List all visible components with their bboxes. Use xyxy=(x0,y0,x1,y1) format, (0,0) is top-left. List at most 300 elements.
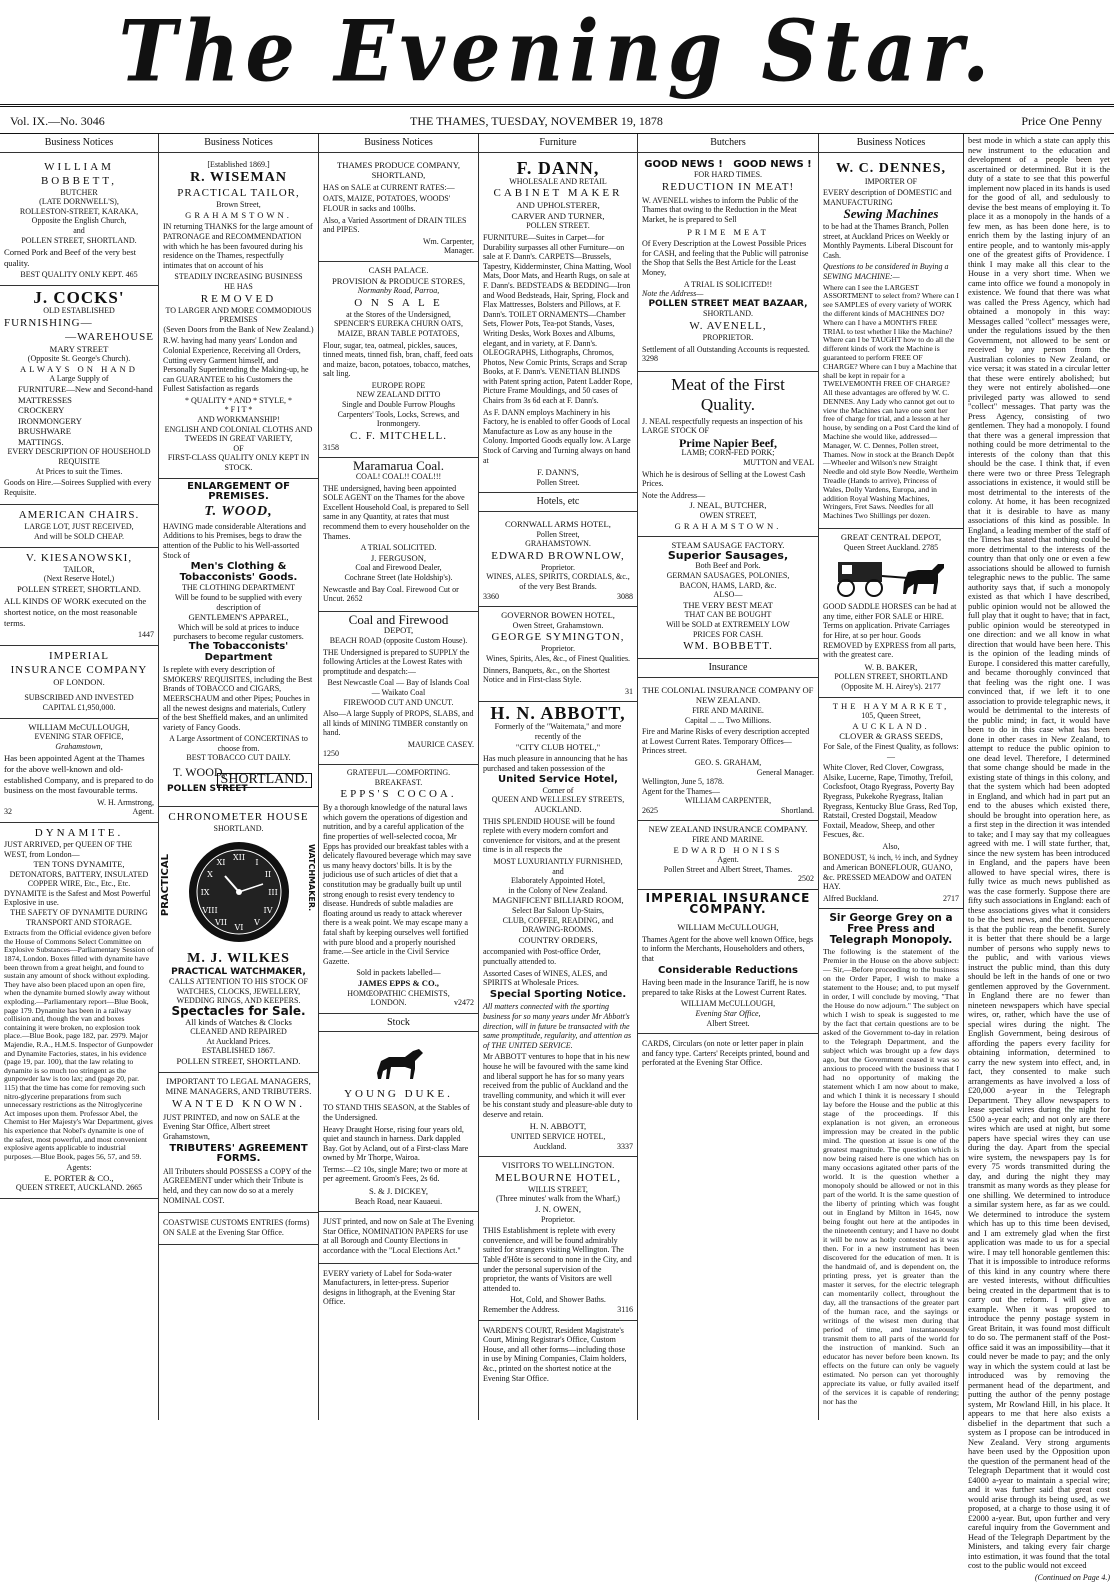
ad-name: THAMES PRODUCE COMPANY, SHORTLAND, xyxy=(323,160,474,181)
ad-number: 3337 xyxy=(617,1142,633,1152)
ad-name: THE COLONIAL INSURANCE COMPANY OF NEW ZEALAND. xyxy=(642,685,814,706)
ad-maramarua xyxy=(319,458,478,611)
ad-line: OF LONDON. xyxy=(4,677,154,688)
ad-name: IMPERIAL xyxy=(4,649,154,663)
ad-headline: Sewing Machines xyxy=(823,209,959,220)
ad-line: Prime Napier Beef, xyxy=(642,438,814,449)
ad-body: EVERY description of DOMESTIC and MANUFACTURING xyxy=(823,188,959,207)
ad-line: PROPRIETOR. xyxy=(642,333,814,343)
ad-number: 2717 xyxy=(943,894,959,904)
svg-text:IX: IX xyxy=(201,888,210,897)
ad-body: Settlement of all Outstanding Accounts is requested. xyxy=(642,345,810,354)
ad-number: v2472 xyxy=(454,998,474,1008)
ad-line: Coal and Firewood Dealer, xyxy=(323,563,474,573)
ad-line: TO LARGER AND MORE COMMODIOUS PREMISES xyxy=(163,306,314,325)
ad-signature: W. B. BAKER, xyxy=(823,662,959,673)
ad-line: AND WORKMANSHIP! xyxy=(163,415,314,425)
ad-number: 3088 xyxy=(617,592,633,602)
ad-line: Owen Street, Grahamstown. xyxy=(483,621,633,631)
section-header: Business Notices xyxy=(319,134,478,153)
ad-sausage-factory xyxy=(638,537,818,659)
ad-line: THAT CAN BE BOUGHT xyxy=(642,610,814,620)
ad-line: BEST QUALITY ONLY KEPT. xyxy=(20,270,123,279)
ad-headline: The Tobacconists' Department xyxy=(163,642,314,663)
article-headline: Sir George Grey on a Free Press and Telegraph Monopoly. xyxy=(823,913,959,945)
ad-line: J. N. OWEN, xyxy=(483,1204,633,1215)
ad-line: Shortland. xyxy=(781,806,814,816)
ad-number: 1447 xyxy=(4,630,154,640)
ad-coal-depot xyxy=(319,612,478,765)
ad-signature: WM. BOBBETT. xyxy=(642,639,814,653)
ad-legal-forms xyxy=(159,1073,318,1214)
ad-line: Sold in packets labelled— xyxy=(323,968,474,978)
ad-dynamite xyxy=(0,823,158,1199)
ad-name: EPPS'S COCOA. xyxy=(323,787,474,801)
ad-name: CHRONOMETER HOUSE xyxy=(163,810,314,824)
ad-body: White Clover, Red Clover, Cowgrass, Alsike, Lucerne, Rape, Timothy, Trefoil, Cocksfoot, Otago Ryegrass, Poverty Bay Ryegrass, Pukekohe Ryegrass, Italian Ryegrass, Kentucky Blue Grass, Red Top, Ratstail, Crested Dogstail, Meadow Foxtail, Meadow, Sheep, and other Fescues, &c. xyxy=(823,763,959,840)
ad-line: Agent. xyxy=(132,807,154,817)
ad-neal xyxy=(638,372,818,538)
section-header: Business Notices xyxy=(159,134,318,153)
ad-warden-forms xyxy=(479,1321,637,1391)
ad-body: Has been appointed Agent at the Thames for the above well-known and old-established Company, and is prepared to do business on the most favourable terms. xyxy=(4,753,154,795)
ad-line: COUNTRY ORDERS, xyxy=(483,935,633,946)
ad-line: INSURANCE COMPANY xyxy=(4,663,154,677)
ad-body: CARDS, Circulars (on note or letter paper in plain and fancy type. Carters' Receipts printed, bound and perforated at the Evening Star Office. xyxy=(642,1039,814,1068)
item-list xyxy=(4,384,154,448)
ad-body: Newcastle and Bay Coal. Firewood Cut or Uncut. xyxy=(323,585,459,604)
ad-nomination xyxy=(319,1212,478,1263)
ad-line: POLLEN STREET, SHORTLAND xyxy=(823,672,959,682)
ad-cash-palace xyxy=(319,262,478,459)
ad-young-duke xyxy=(319,1036,478,1212)
ad-line: At Prices to suit the Times. xyxy=(4,467,154,477)
ad-number: 3360 xyxy=(483,592,499,601)
ad-body: accompanied with Post-office Order, punctually attended to. xyxy=(483,947,633,966)
side-label: PRACTICAL xyxy=(161,854,172,916)
ad-line: STEADILY INCREASING BUSINESS xyxy=(163,272,314,282)
ad-signature: J. FERGUSON, xyxy=(323,553,474,564)
ad-governor-bowen xyxy=(479,607,637,702)
ad-line: (Three minutes' walk from the Wharf,) xyxy=(483,1194,633,1204)
ad-line: ENGLISH AND COLONIAL CLOTHS AND TWEEDS IN GREAT VARIETY, xyxy=(163,425,314,444)
ad-line: FIRE AND MARINE. xyxy=(642,706,814,716)
article-grey xyxy=(823,909,959,1406)
ad-name: H. N. ABBOTT, xyxy=(483,705,633,722)
ad-signature: E. PORTER & CO., xyxy=(4,1173,154,1184)
ad-name: IMPERIAL INSURANCE COMPANY. xyxy=(642,893,814,914)
ad-line: Queen Street Auckland. xyxy=(844,543,920,552)
ad-line: POLLEN STREET. xyxy=(483,221,633,231)
ad-line: MAGNIFICENT BILLIARD ROOM, xyxy=(483,895,633,906)
ad-line: CLEANED AND REPAIRED xyxy=(163,1027,314,1037)
ad-name: YOUNG DUKE. xyxy=(323,1087,474,1101)
ad-line: Cochrane Street (late Holdship's). xyxy=(323,573,474,583)
continued-notice: (Continued on Page 4.) xyxy=(968,1573,1110,1582)
ad-line: BEACH ROAD (opposite Custom House). xyxy=(323,636,474,646)
ad-line: 105, Queen Street, xyxy=(823,711,959,721)
ad-line: PRACTICAL WATCHMAKER, xyxy=(163,967,314,978)
ad-name: CASH PALACE. xyxy=(323,265,474,276)
ad-line: LONDON. xyxy=(371,998,407,1007)
ad-headline: Special Sporting Notice. xyxy=(483,990,633,1001)
ad-body: Fire and Marine Risks of every description accepted at Lowest Current Rates. Temporary Offices—Princes street. xyxy=(642,727,814,756)
ad-cards xyxy=(638,1034,818,1075)
ad-body: Having been made in the Insurance Tariff, he is now prepared to take Risks at the Lowest Current Rates. xyxy=(642,978,814,997)
svg-text:II: II xyxy=(265,870,271,879)
ad-line: POLLEN STREET xyxy=(167,784,248,795)
ad-line: O N S A L E xyxy=(323,296,474,310)
ad-line: TEN TONS DYNAMITE, xyxy=(4,859,154,870)
svg-text:I: I xyxy=(255,858,258,867)
ad-body: ALL KINDS OF WORK executed on the shortest notice, on the most reasonable terms. xyxy=(4,596,154,628)
ad-line: VISITORS TO WELLINGTON. xyxy=(483,1160,633,1171)
ad-line: General Manager. xyxy=(642,768,814,778)
ad-line: Will be SOLD at EXTREMELY LOW xyxy=(642,620,814,630)
ad-headline: GOOD NEWS ! xyxy=(733,159,811,170)
ad-line: POLLEN STREET, SHORTLAND. xyxy=(163,1056,314,1067)
ad-line: at the Stores of the Undersigned, xyxy=(323,310,474,320)
ad-signature: F. DANN'S, xyxy=(483,467,633,478)
ad-name: T. WOOD, xyxy=(163,503,314,520)
ad-line: Pollen Street, xyxy=(483,530,633,540)
ad-name: GOVERNOR BOWEN HOTEL, xyxy=(483,610,633,621)
ad-body: THE undersigned, having been appointed SOLE AGENT on the Thames for the above Excellent Household Coal, is prepared to Sell same in any Quantity, at rates that must recommend them to every householder on the Thames. xyxy=(323,484,474,542)
ad-line: Also, xyxy=(823,842,959,852)
newspaper-title: The Evening Star. xyxy=(0,0,1114,102)
ad-line: REMOVED xyxy=(163,292,314,306)
ad-line: SUBSCRIBED AND INVESTED xyxy=(4,693,154,703)
ad-body: COASTWISE CUSTOMS ENTRIES (forms) ON SALE at the Evening Star Office. xyxy=(163,1218,314,1237)
ad-line: and xyxy=(4,226,154,236)
ad-line: SPENCER'S EUREKA CHURN OATS, MAIZE, BRAN TABLE POTATOES, xyxy=(323,319,474,338)
ad-line: Which will be sold at prices to induce purchasers to become regular customers. xyxy=(163,623,314,642)
ad-line: HE HAS xyxy=(163,282,314,292)
ad-great-central-depot xyxy=(819,529,963,698)
dateline xyxy=(0,104,1114,134)
section-header: Stock xyxy=(319,1014,478,1033)
ad-line: POLLEN STREET, SHORTLAND. xyxy=(4,236,154,246)
ad-number: 3158 xyxy=(323,443,474,453)
wood-signature xyxy=(163,767,314,801)
ad-line: ROLLESTON-STREET, KARAKA, xyxy=(4,207,154,217)
ad-line: CABINET MAKER xyxy=(483,186,633,200)
ad-line: PRICES FOR CASH. xyxy=(642,630,814,640)
column-4 xyxy=(479,134,638,1420)
ad-line: WINES, ALES, SPIRITS, CORDIALS, &c., of the very Best Brands. xyxy=(483,572,633,591)
ad-signature: W. H. Armstrong, xyxy=(4,798,154,808)
ad-line: GRAHAMSTOWN. xyxy=(483,539,633,549)
ad-dennes xyxy=(819,157,963,529)
ad-number: 2625 xyxy=(642,806,658,815)
ad-line: Single and Double Furrow Ploughs xyxy=(323,400,474,410)
ad-line: MOST LUXURIANTLY FURNISHED, xyxy=(483,857,633,867)
ad-body: Goods on Hire.—Soirees Supplied with every Requisite. xyxy=(4,478,154,497)
ad-line: COAL! COAL!! COAL!!! xyxy=(323,472,474,482)
ad-mccullough xyxy=(0,719,158,823)
ad-name: DYNAMITE. xyxy=(4,826,154,840)
column-1 xyxy=(0,134,159,1420)
ad-melbourne-hotel xyxy=(479,1157,637,1320)
ad-signature: C. F. MITCHELL. xyxy=(323,429,474,443)
ad-soda-labels xyxy=(319,1264,478,1314)
ad-line: LAMB; CORN-FED PORK; xyxy=(642,448,814,458)
ad-name: CORNWALL ARMS HOTEL, xyxy=(483,519,633,530)
ad-line: THE SAFETY OF DYNAMITE DURING TRANSPORT AND STORAGE. xyxy=(4,908,154,927)
ad-body: W. AVENELL wishes to inform the Public of the Thames that owing to the Reduction in the Meat Market, he is prepared to Sell xyxy=(642,196,814,225)
ad-line: LARGE LOT, JUST RECEIVED, xyxy=(4,522,154,532)
ad-body: TO STAND THIS SEASON, at the Stables of the Undersigned. xyxy=(323,1103,474,1122)
ad-line: ALWAYS ON HAND xyxy=(4,364,154,375)
ad-line: CLUB, COFFEE, READING, and DRAWING-ROOMS. xyxy=(483,916,633,935)
ad-line: FOR HARD TIMES. xyxy=(642,170,814,180)
ad-line: Will be found to be supplied with every description of xyxy=(163,593,314,612)
ad-line: Note the Address— xyxy=(642,289,814,299)
ad-line: OF xyxy=(163,444,314,454)
ad-headline: Considerable Reductions xyxy=(642,966,814,977)
ad-body: THIS SPLENDID HOUSE will be found replete with every modern comfort and convenience for visitors, and at the present time is in all respects the xyxy=(483,817,633,855)
ad-signature: H. N. ABBOTT, xyxy=(483,1121,633,1132)
ad-line: POLLEN STREET, SHORTLAND. xyxy=(4,584,154,595)
ad-line: Agent for the Thames— xyxy=(642,787,814,797)
ad-name: GREAT CENTRAL DEPOT, xyxy=(823,532,959,543)
section-header: Furniture xyxy=(479,134,637,153)
ad-line: MARY STREET xyxy=(4,344,154,355)
ad-number: 3298 xyxy=(642,354,658,363)
ad-line: All kinds of Watches & Clocks xyxy=(163,1017,314,1028)
ad-number: 2785 xyxy=(922,543,938,552)
ad-line: (Seven Doors from the Bank of New Zealand.) xyxy=(163,325,314,335)
ad-name: MELBOURNE HOTEL, xyxy=(483,1171,633,1185)
ad-line: Proprietor. xyxy=(483,1215,633,1225)
ad-body: Is replete with every description of SMOKERS' REQUISITES, including the Best Brands of TOBACCO and CIGARS, MEERSCHAUM and other Pipes; Pouches in all the newest designs and materials, Cutlery of the best Sheffield makes, and an unlimited variety of Fancy Goods. xyxy=(163,665,314,732)
ad-name: NEW ZEALAND INSURANCE COMPANY. xyxy=(642,824,814,835)
ad-line: DYNAMITE is the Safest and Most Powerful Explosive in use. xyxy=(4,889,154,908)
ad-body: Questions to be considered in Buying a SEWING MACHINE:— xyxy=(823,262,959,281)
list-item: CROCKERY xyxy=(18,405,154,416)
ad-imperial-insurance xyxy=(638,890,818,1034)
ad-number: 2665 xyxy=(126,1183,142,1192)
ad-line: SHORTLAND. xyxy=(642,309,814,319)
ad-signature: EDWARD HONISS xyxy=(642,845,814,856)
ad-name: R. WISEMAN xyxy=(163,169,314,186)
ad-number: 1250 xyxy=(323,749,474,759)
ad-line: SHORTLAND. xyxy=(217,773,312,788)
ad-line: OLD ESTABLISHED xyxy=(4,306,154,316)
ad-line: Both Beef and Pork. xyxy=(642,561,814,571)
ad-signature: Alfred Buckland. xyxy=(823,894,879,903)
ad-body: Which he is desirous of Selling at the Lowest Cash Prices. xyxy=(642,470,814,489)
ad-line: BREAKFAST. xyxy=(323,778,474,788)
ad-line: Elaborately Appointed Hotel, xyxy=(483,876,633,886)
ad-line: WHOLESALE AND RETAIL xyxy=(483,177,633,187)
ad-body: Thames Agent for the above well known Office, begs to inform the Merchants, Householders and others, that xyxy=(642,935,814,964)
clock-illustration-area xyxy=(163,834,314,950)
ad-line: EUROPE ROPE xyxy=(323,381,474,391)
ad-signature: MAURICE CASEY. xyxy=(323,740,474,750)
ad-line: EVENING STAR OFFICE, xyxy=(4,732,154,742)
ad-body: Of Every Description at the Lowest Possible Prices for CASH, and feeling that the Public will patronise the Shop that Sells the Best Article for the Least Money, xyxy=(642,239,814,277)
ad-body: As F. DANN employs Machinery in his Factory, he is enabled to offer Goods of Local Manufacture as Low as any house in the Colony. Imported Goods equally low. A Large Stock of Carving and Turning always on hand at xyxy=(483,408,633,466)
ad-line: EDWARD BROWNLOW, xyxy=(483,549,633,563)
ad-line: ALSO— xyxy=(642,590,814,600)
ad-signature: JAMES EPPS & CO., xyxy=(323,978,474,989)
ad-signature: W. AVENELL, xyxy=(642,319,814,333)
ad-line: GERMAN SAUSAGES, POLONIES, xyxy=(642,571,814,581)
ad-line: WANTED KNOWN. xyxy=(163,1097,314,1111)
ad-headline: ENLARGEMENT OF PREMISES. xyxy=(163,482,314,503)
ad-line: CALLS ATTENTION TO HIS STOCK OF xyxy=(163,977,314,987)
ad-cornwall-arms xyxy=(479,516,637,607)
ad-line: —WAREHOUSE xyxy=(4,330,154,344)
svg-text:V: V xyxy=(253,918,260,927)
ad-line: Note the Address— xyxy=(642,491,814,501)
ad-line: A Large Assortment of CONCERTINAS to choose from. xyxy=(163,734,314,753)
ad-name: Maramarua Coal. xyxy=(323,461,474,472)
ad-line: Brown Street, xyxy=(163,200,314,210)
ad-line: FIRST-CLASS QUALITY ONLY KEPT IN STOCK. xyxy=(163,453,314,472)
ad-line: WILLIAM McCULLOUGH, xyxy=(642,922,814,933)
ad-line: * F I T * xyxy=(163,405,314,415)
ad-line: Manager. xyxy=(323,246,474,256)
ad-line: Wellington, June 5, 1878. xyxy=(642,777,814,787)
ad-bobbett xyxy=(0,157,158,286)
svg-text:VI: VI xyxy=(234,923,244,932)
ad-line: BEST TOBACCO CUT DAILY. xyxy=(163,753,314,763)
ad-body: IN returning THANKS for the large amount of PATRONAGE and RECOMMENDATION with which he has been favoured during his residence on the Thames, respectfully intimates that on account of his xyxy=(163,222,314,270)
ad-headline: GOOD NEWS ! xyxy=(644,159,722,170)
svg-text:XII: XII xyxy=(233,853,245,862)
ad-line: WATCHES, CLOCKS, JEWELLERY, WEDDING RINGS, AND KEEPERS. xyxy=(163,987,314,1006)
ad-nz-insurance xyxy=(638,821,818,890)
ad-body: Extracts from the Official evidence given before the House of Commons Select Committee on Explosive Substances—Parliamentary Session of 1874, London. Boxes filled with dynamite have been thrown from a great height, and found to sustain any amount of shock without exploding. They have also been placed upon an open fire, when the dynamite burned slowly away without exploding.—Parliamentary report—Blue Book, page 179. Dynamite has been in a railway collision and, though the van and boxes containing it were broken, no explosion took place.—Blue Book, page 182, par. 2979. Major Majendie, R.A., H.M.S. Inspector of Gunpowder and Dynamite Factories, states, in his evidence (page 19, par. 100), that the law relating to dynamite is so much too stringent as the gunpowder law is too lax; and (page 20, par. 115) that the time has come for removing such nitro-glycerine preparations from such unnecessary restrictions as the Nitroglycerine Act imposes upon them. Professor Abel, the Chemist to Her Majesty's War Department, gives his experience that Nobel's dynamite is one of the safest, most powerful, and most convenient explosive agents applicable to industrial purposes.—Blue Book, pages 56, 57, and 59. xyxy=(4,929,154,1161)
columns xyxy=(0,134,1114,1424)
ad-line: Evening Star Office, xyxy=(642,1009,814,1019)
section-header: Butchers xyxy=(638,134,818,153)
ad-body: Corned Pork and Beef of the very best quality. xyxy=(4,247,154,268)
ad-number: 32 xyxy=(4,807,12,816)
ad-trade: BUTCHER xyxy=(4,188,154,198)
ad-body: All matters connected with the sporting business for so many years under Mr Abbott's direction, will in future be transacted with the same promptitude, regularity, and attention as of THE UNITED SERVICE. xyxy=(483,1002,633,1050)
ad-body: GOOD SADDLE HORSES can be had at any time, either FOR SALE or HIRE. Terms on application. Private Carriages for Hire, at so per hour. Goods REMOVED by EXPRESS from all parts, with the greatest care. xyxy=(823,602,959,660)
ad-body: Has much pleasure in announcing that he has purchased and taken possession of the xyxy=(483,754,633,773)
ad-body: WARDEN'S COURT, Resident Magistrate's Court, Mining Registrar's Office, Custom House, and all other forms—including those in use by Mining Companies, Claim holders, &c., printed on the shortest notice at the Evening Star Office. xyxy=(483,1326,633,1384)
ad-line: MUTTON and VEAL xyxy=(642,458,814,468)
ad-line: Grahamstown, xyxy=(4,742,154,752)
ad-number: 3116 xyxy=(617,1305,633,1315)
column-5 xyxy=(638,134,819,1420)
article-body-continued: best mode in which a state can apply this new instrument to the education and development of a people been yet ascertained or determined. But it is the duty of a state to see that this powerful implement now placed in its hands is used for the good of all, and sedulously to devise the best means of employing it. To place it as a monopoly in the hands of a few men, as has been done here, is to enrich them by the lasting injury of an entire people, and to wantonly mis-apply one of the greatest gifts of Providence. I think I may make all this clear to the House in a very short time. When we came into office we found a monopoly in existence. We found that there was what was called the Press Agency, which had obtained a monopoly in this way: Messages called "collect" messages were, under the regulations issued by the then Government, not allowed to be sent or received by any person from the Australian colonies to New Zealand, or vice versa; it was stated in a circular letter that these were entirely abolished; but they were not entirely abolished—one privileged party was allowed to send "collect" messages. That party was the Press Agency, consisting of two gentlemen. They had a monopoly. I found that there was a general impression that nothing could be more detrimental to the interests of the colony than that this should be the case. I think that, if even there were two or three Press Telegraph associations in existence, it would still be most detrimental to the interests of the colony. At home, it has been recognized that it is desirable to have as many associations of this kind as possible. In England, a leading member of the staff of the Times has stated that nothing could be more detrimental to the interests of the country than that only one or even a few associations should be allowed to furnish telegraphic news to the public. The same authority says that, if such a monopoly existed as that which I have described, public opinion would not be allowed the full play that it ought to have; that in fact, public opinion would be stereotyped in one direction: and we all know in what direction that would have been here. This is the opinion of the leading minds of Europe. I considered this matter carefully, and became thoroughly convinced that that feeling was the right one. I was convinced that, if we left it to one association to provide telegraphic news, it would be detrimental to the interests of the public mind; in fact, it would have been to do in this case what has been done in other cases in New Zealand, to attempt to reduce the public opinion to one dead level. Therefore, I determined that some change should be made in the existing state of things in this colony, and that the system which had been adopted in England, and which had in part put an end to the abuses which existed there, should be brought into operation here, as a first step in the direction it was intended to take; and I may say that my colleagues agreed with me. I will state further, that, since the new system has been introduced in England, and the papers have been allowed to have special wires, there is fully twice as much news published as was the case formerly. Suppose there are fifty such associations in England: each of these associations gives what it considers to be the best news, and the consequence is that the public reap the benefit. Surely it is better that there should be a large number of persons who supply news to the public, and with various views instruct the public mind, than this duty should be left in the hands of one or two gentlemen approved by the Government. In England there are no fewer than nineteen newspapers which have special wires, or, rather, which have the use of special wires during the night. The English Government, being desirous of affording the papers every facility for obtaining information, determined to carry the new system into effect, and, in fact, they consented to make such arrangements as have involved a loss of £20,000 a-year in the Telegraph Department. They allow newspapers to lease special wires during the night for £500 a-year each; and not only are there wires which are used at night, but some papers have special wires they can use during the day. Apart from the special wire system, the newspapers pay 1s for every 75 words transmitted during the day, and during the night they may transmit as many words as they please for one shilling. We determined to introduce a similar system here, as far as we could. We determined to introduce the system which has up to this time been devised, and I am extremely glad when the first application was made to us for a special wire. I may tell honorable gentlemen this: That it is impossible to introduce reforms of this kind in any country where there are vested interests, without difficulties being created in the department that is to carry out the reform. I will give an example. When it was proposed to introduce the penny postage system in Great Britain, it was found most difficult to do so. The permanent staff of the Post-office said it was an impossibility—that it could never be made to pay; and the only way in which the system could at last be introduced was by removing the permanent head of the department, and putting the author of the penny postage system, Mr Rowland Hill, in his place. It appears to me that here also exists a disbelief in the department that such a system as I propose can be introduced in New Zealand. Very strong arguments have been used by the Opposition upon the question of the permanent head of the Telegraph Department that it would cost £4000 a-year to maintain a special wire; and it was further said that great cost would arise through its being used, as we proposed, at a charge to those using it of £2000 a-year. But, upon further and very careful inquiry from the Government and Head of the Telegraph Department by the Ministers, and taking every fair charge into estimation, it was found that the total cost to the public would not exceed xyxy=(968,136,1110,1571)
ad-line: PRACTICAL TAILOR, xyxy=(163,186,314,200)
ad-body: Flour, sugar, tea, oatmeal, pickles, sauces, tinned meats, tinned fish, bran, chaff, feed oats and maize, bacon, potatoes, tobacco, matches, salt ling. xyxy=(323,341,474,379)
ad-body: to be had at the Thames Branch, Pollen street, at Auckland Prices on Weekly or Monthly Payments. Liberal Discount for Cash. xyxy=(823,222,959,260)
ad-line: Capital ... ... Two Millions. xyxy=(642,716,814,726)
ad-signature: S. & J. DICKEY, xyxy=(323,1186,474,1197)
ad-produce xyxy=(319,157,478,262)
article-body: The following is the statement of the Premier in the House on the above subject:— Sir,—Before proceeding to the business on the Order Paper, I wish to make a statement to the House; and, to put myself in order, I will conclude by moving, "That the House do now adjourn." The subject on which I wish to speak is suggested to me by the fact that certain questions are to be asked of the Government to-day in relation to the Telegraph Department, and the subject which was brought up a few days ago, but the Government ceased it was so anxious to proceed with the business that I had no opportunity of making the statement which I am now about to make, and which I think it is necessary I should lay before the House and the public at this stage of the proceedings. If this explanation is not given, an erroneous impression may be created in the public mind. The question at issue is one of the greatest magnitude. The question which is now being raised here is one which has on many occasions agitated other parts of the world. It is the question whether a monopoly should be allowed or not in this part of the world. It is the same question of the liberty of printing which was fought out in England by Milton in 1645, now being fought out here at the antipodes in the nineteenth century; and I have no doubt it will be now as hotly contested as it was then. For in a new instrument has been discovered for the education of men. It is the handmaid of, and is dependent on, the printing press, yet is greater than the master it serves, for the electric telegraph can momentarily collect, throughout the day, all the transactions of the greater part of the human race, and the sayings or writings of the wisest men during that period of time, and instantaneously transmit them to all parts of the world for the instruction of mankind. Such an educator has never before been known. Its effects on the future can only be vaguely estimated. No person can yet thoroughly appreciate its value, or fully availed itself of the services it is capable of rendering; nor has the xyxy=(823,947,959,1406)
ad-body: By a thorough knowledge of the natural laws which govern the operations of digestion and nutrition, and by a careful application of the fine properties of well-selected cocoa, Mr Epps has provided our breakfast tables with a delicately flavoured beverage which may save us many heavy doctors' bills. It is by the judicious use of such articles of diet that a constitution may be gradually built up until strong enough to resist every tendency to disease. Hundreds of subtle maladies are floating around us ready to attack wherever there is a weak point. We may escape many a fatal shaft by keeping ourselves well fortified with pure blood and a properly nourished frame.—See article in the Civil Service Gazette. xyxy=(323,803,474,966)
issue-date: THE THAMES, TUESDAY, NOVEMBER 19, 1878 xyxy=(410,114,663,129)
ad-line: SHORTLAND. xyxy=(163,824,314,834)
ad-chairs xyxy=(0,505,158,547)
ad-body: Dinners, Banquets, &c., on the Shortest Notice and in First-class Style. xyxy=(483,666,633,685)
ad-body: EVERY variety of Label for Soda-water Manufacturers, in letter-press. Superior designs in lithograph, at the Evening Star Office. xyxy=(323,1269,474,1307)
ad-line: Corner of xyxy=(483,786,633,796)
ad-name: J. COCKS' xyxy=(4,289,154,306)
ad-body: FURNITURE—Suites in Carpet—for Durability surpasses all other Furniture—on sale at F. Dann's. CARPETS—Brussels, Tapestry, Kidderminster, China Matting, Wool Mats, Door Mats, and Hearth Rugs, on sale at F. Dann's. BEDSTEADS & BEDDING—Iron and Wood Bedsteads, Hair, Spring, Flock and Flax Mattresses, Bolsters and Pillows, at F. Dann's. TOILET ORNAMENTS—Chamber Sets, Flower Pots, Tea-pot Stands, Vases, Writing Desks, Work Boxes and Albums, elegant, and in variety, at F. Dann's. OLEOGRAPHS, Lithographs, Chromos, Photos, New Comic Prints, Scraps and Scrap Books, at F. Dann's. VENETIAN BLINDS with Patent spring action, Patent Ladder Rope, Picture Frame Mouldings, and 50 cases of Chairs from 3s 6d each at F. Dann's. xyxy=(483,233,633,406)
ad-name: F. DANN, xyxy=(483,160,633,177)
ad-line: GRAHAMSTOWN. xyxy=(163,210,314,221)
ad-line: Auckland. xyxy=(533,1142,566,1151)
ad-name: REDUCTION IN MEAT! xyxy=(642,180,814,194)
ad-headline: TRIBUTERS' AGREEMENT FORMS. xyxy=(163,1144,314,1165)
ad-line: CARVER AND TURNER, xyxy=(483,211,633,222)
ad-line: WILLIS STREET, xyxy=(483,1185,633,1195)
ad-line: in the Colony of New Zealand. xyxy=(483,886,633,896)
ad-line: Formerly of the "Waitemata," and more recently of the xyxy=(483,722,633,741)
ad-body: JUST PRINTED, and now on SALE at the Evening Star Office, Albert street Grahamstown, xyxy=(163,1113,314,1142)
ad-line: DEPOT, xyxy=(323,625,474,636)
ad-wiseman xyxy=(159,157,318,479)
section-header: Business Notices xyxy=(819,134,963,153)
ad-chronometer xyxy=(159,807,318,1073)
side-label: WATCHMAKER. xyxy=(305,844,316,911)
ad-line: GRAHAMSTOWN. xyxy=(642,521,814,532)
ad-line: Albert Street. xyxy=(642,1019,814,1029)
ad-colonial-insurance xyxy=(638,682,818,822)
ad-line: Best Newcastle Coal — Bay of Islands Coal — Waikato Coal xyxy=(323,678,474,697)
ad-line: AND UPHOLSTERER, xyxy=(483,200,633,211)
ad-line: Remember the Address. xyxy=(483,1305,560,1314)
ad-name: W. C. DENNES, xyxy=(823,160,959,177)
ad-line: OWEN STREET, xyxy=(642,511,814,521)
ad-line: GRATEFUL—COMFORTING. xyxy=(323,768,474,778)
ad-line: THE VERY BEST MEAT xyxy=(642,600,814,611)
column-3 xyxy=(319,134,479,1420)
ad-line: Pollen Street. xyxy=(483,478,633,488)
ad-name: Meat of the First Quality. xyxy=(642,375,814,415)
ad-headline: Spectacles for Sale. xyxy=(163,1006,314,1017)
ad-line: EVERY DESCRIPTION OF HOUSEHOLD REQUISITE xyxy=(4,447,154,466)
ad-headline: Men's Clothing & Tobacconists' Goods. xyxy=(163,562,314,583)
ad-line: DETONATORS, BATTERY, INSULATED COPPER WIRE, Etc., Etc., Etc. xyxy=(4,870,154,889)
list-item: MATTINGS. xyxy=(18,437,154,448)
ad-line: GEORGE SYMINGTON, xyxy=(483,630,633,644)
ad-wood xyxy=(159,479,318,807)
ad-number: 2177 xyxy=(925,682,941,691)
ad-cocks xyxy=(0,286,158,506)
svg-text:X: X xyxy=(207,870,213,879)
ad-signature: T. WOOD, xyxy=(173,767,226,778)
ad-signature: J. NEAL, BUTCHER, xyxy=(642,500,814,511)
ad-body: Terms:—£2 10s, single Mare; two or more at per agreement. Groom's Fees, 2s 6d. xyxy=(323,1165,474,1184)
ad-line: ESTABLISHED 1867. xyxy=(163,1046,314,1056)
ad-line: Agents: xyxy=(4,1163,154,1173)
ad-body: Heavy Draught Horse, rising four years old, quiet and staunch in harness. Dark dappled Bay. Got by Acland, out of a First-class Mare owned by Mr Thorpe, Wairoa. xyxy=(323,1125,474,1163)
column-2 xyxy=(159,134,319,1420)
ad-line: THE CLOTHING DEPARTMENT xyxy=(163,583,314,593)
ad-body: Also, a Varied Assortment of DRAIN TILES and PIPES. xyxy=(323,216,474,235)
ad-line: For Sale, of the Finest Quality, as follows:— xyxy=(823,742,959,761)
list-item: BRUSHWARE xyxy=(18,426,154,437)
price: Price One Penny xyxy=(1021,114,1102,129)
ad-line: AUCKLAND. xyxy=(823,721,959,732)
ad-body: All Tributers should POSSESS a COPY of the AGREEMENT under which their Tribute is held, and they can now do so at a merely NOMINAL COST. xyxy=(163,1167,314,1205)
ad-line: Opposite the English Church, xyxy=(4,216,154,226)
ad-line: Select Bar Saloon Up-Stairs, xyxy=(483,906,633,916)
ad-line: PRIME MEAT xyxy=(642,227,814,238)
clock-icon xyxy=(185,836,293,948)
